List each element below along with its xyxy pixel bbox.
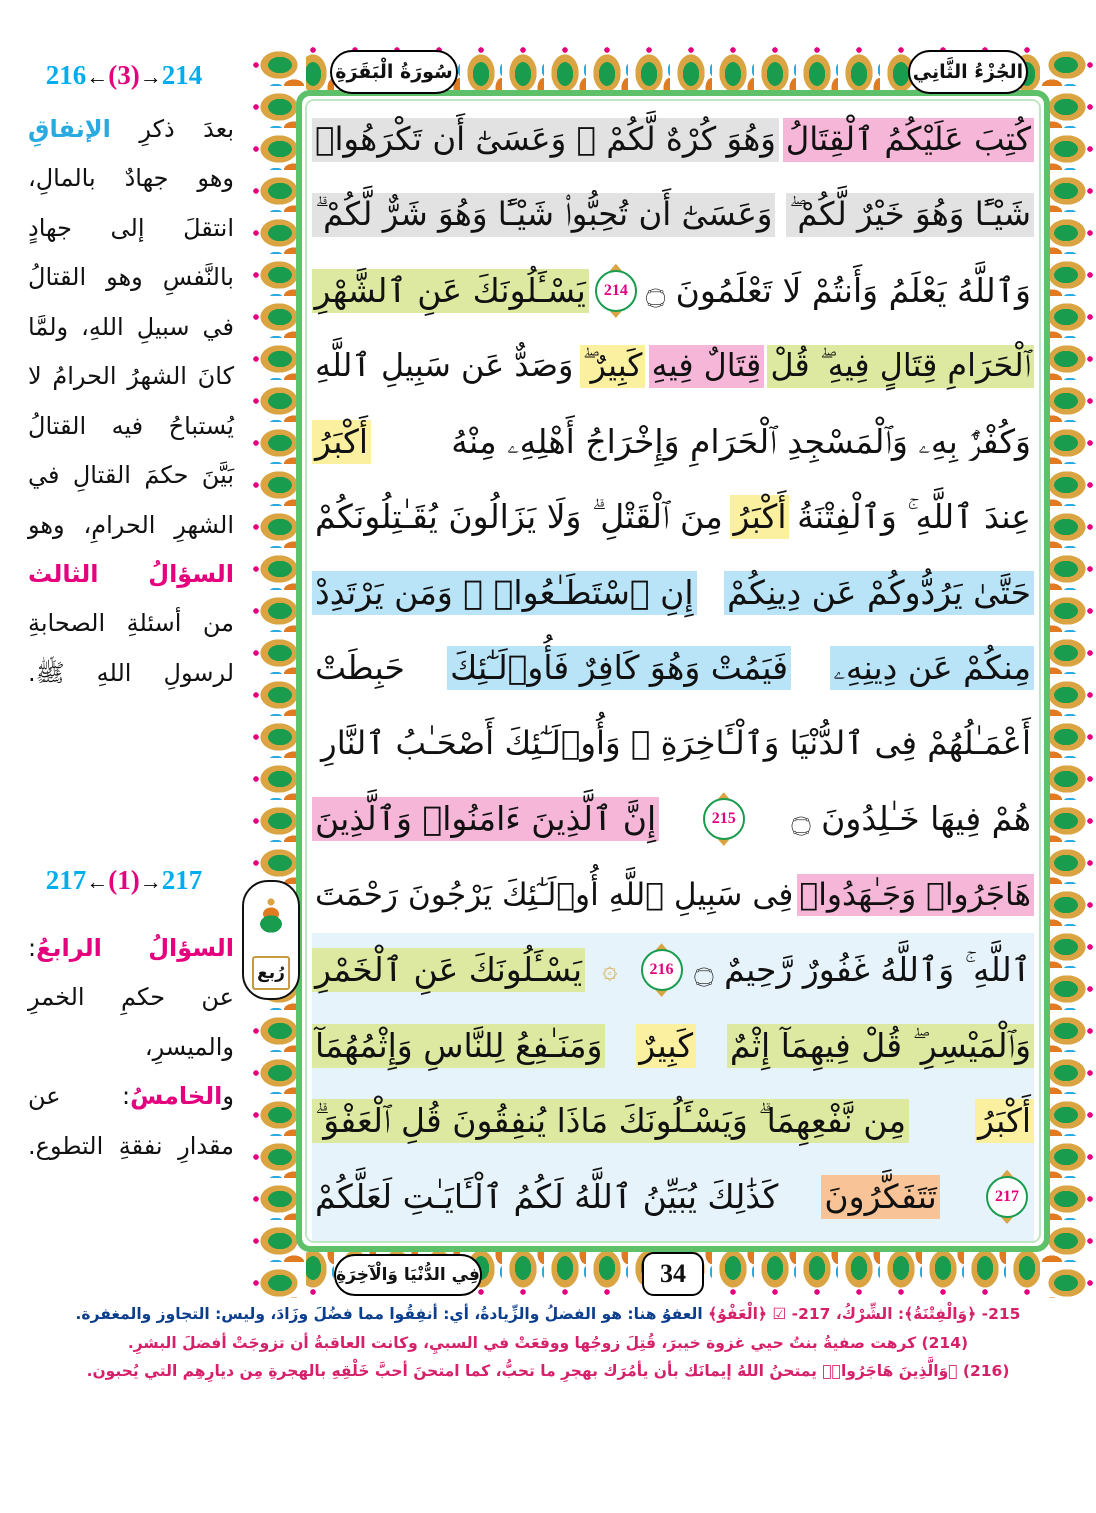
footnote-1-body: العفوُ هنا: هو الفضلُ والزِّيادةُ، أي: أنفِقُوا مما فضُلَ وزَادَ، وليس: التجاوز والمغفرة. (75, 1305, 703, 1323)
rub-label: رُبع (252, 956, 290, 990)
ayah-line (312, 933, 1034, 1009)
ayah-line (312, 706, 1034, 782)
ayah-number-marker (593, 268, 639, 314)
quran-upper-block (312, 102, 1034, 933)
ayah-segment: ٱللَّهِ ۚ وَٱللَّهُ غَفُورٌ رَّحِيمٌ ۝ (694, 950, 1031, 990)
ayah-segment: هَاجَرُوا۟ وَجَـٰهَدُوا۟ (797, 874, 1034, 916)
ayah-segment: وَٱلْمَيْسِرِ ۖ قُلْ فِيهِمَآ إِثْمٌ (727, 1024, 1034, 1068)
footer-caption-cartouche (334, 1254, 482, 1296)
rub-ornament-icon (254, 894, 288, 952)
ayah-segment: أَعْمَـٰلُهُمْ فِى ٱلدُّنْيَا وَٱلْـَٔاخِرَةِ ۖ وَأُو۟لَـٰٓئِكَ أَصْحَـٰبُ ٱلنَّارِ (321, 723, 1031, 762)
footer-caption-label: فِي الدُّنْيَا وَالْآخِرَةِ (336, 1265, 480, 1285)
ayah-segment: مِنَ ٱلْقَتْلِ ۗ وَلَا يَزَالُونَ يُقَـٰتِلُونَكُمْ (315, 497, 723, 537)
ayah-line (312, 555, 1034, 631)
page-number-label: 34 (660, 1259, 686, 1288)
ayah-line (312, 857, 1034, 933)
ayah-segment: أَكْبَرُ (730, 495, 789, 539)
ayah-line (312, 782, 1034, 858)
ayah-segment: أَكْبَرُ (975, 1099, 1034, 1143)
ayah-segment: فَيَمُتْ وَهُوَ كَافِرٌ فَأُو۟لَـٰٓئِكَ (447, 646, 791, 690)
ayah-line (312, 1084, 1034, 1160)
pager-bottom-right-arrow: → (139, 869, 162, 894)
footnote-line-3: (216) ﴿وَالَّذِينَ هَاجَرُوا۟﴾ يمتحنُ اللهُ إيمانَك بأن يأمُرَك بهجرِ ما تحبُّ، كما امتحنَ أحبَّ خَلْقِهِ بالهجرةِ مِن ديارِهِم التي يُحبون. (86, 1362, 1010, 1381)
commentary-part-0: السؤالُ الرابعُ (36, 934, 234, 962)
ayah-segment: فِى سَبِيلِ ٱللَّهِ أُو۟لَـٰٓئِكَ يَرْجُونَ رَحْمَتَ (315, 876, 794, 913)
commentary-part-3: : عن مقدارِ نفقةِ التطوع. (28, 1082, 234, 1160)
ayah-segment: وَهُوَ كُرْهٌ لَّكُمْ ۖ وَعَسَىٰٓ أَن تَكْرَهُوا۟ (312, 118, 779, 162)
ayah-line (312, 1008, 1034, 1084)
ayah-segment: تَتَفَكَّرُونَ (821, 1175, 939, 1219)
pager-top (0, 60, 248, 91)
ayah-line (312, 1159, 1034, 1235)
page-number-cartouche (642, 1252, 704, 1296)
ayah-segment: يَسْـَٔلُونَكَ عَنِ ٱلشَّهْرِ (312, 269, 589, 313)
commentary-text-top (0, 105, 248, 698)
ayah-number-marker (984, 1174, 1030, 1220)
ayah-segment: وَصَدٌّ عَن سَبِيلِ ٱللَّهِ (315, 346, 574, 384)
ayah-line (312, 480, 1034, 556)
pager-bottom-left-number: 217 (45, 865, 87, 895)
pager-top-left-number: 216 (45, 60, 87, 90)
hizb-star-icon: ۞ (602, 955, 618, 986)
pager-bottom-center-number: (1) (108, 865, 140, 895)
pager-bottom-left-arrow: ← (86, 869, 109, 894)
ayah-segment: مِن نَّفْعِهِمَا ۗ وَيَسْـَٔلُونَكَ مَاذَا يُنفِقُونَ قُلِ ٱلْعَفْوَ ۗ (312, 1099, 909, 1143)
quran-text-body (302, 96, 1044, 1246)
ayah-segment: حَتَّىٰ يَرُدُّوكُمْ عَن دِينِكُمْ (724, 571, 1034, 615)
commentary-text-bottom (0, 924, 248, 1171)
footnote-1-prefix: 215- ﴿وَالْفِتْنَةُ﴾: الشِّرْكُ، 217- ☑ ﴿الْعَفْوُ﴾ (702, 1305, 1021, 1323)
inner-green-frame (296, 90, 1050, 1252)
commentary-part-2: وهو جهادٌ بالمالِ، انتقلَ إلى جهادٍ بالنَّفسِ وهو القتالُ في سبيلِ اللهِ، ولمَّا كانَ الشهرُ الحرامُ لا يُستباحُ فيه القتالُ بَيَّنَ حكمَ القتالِ في الشهرِ الحرامِ، وهو (28, 164, 234, 539)
ayah-number-marker (639, 947, 685, 993)
ayah-number-label: 217 (986, 1176, 1028, 1218)
ayah-segment: يَسْـَٔلُونَكَ عَنِ ٱلْخَمْرِ (312, 948, 585, 992)
commentary-part-3: السؤالُ الثالث (28, 559, 234, 588)
quran-lower-block (312, 933, 1034, 1243)
ayah-line (312, 404, 1034, 480)
commentary-part-2: الخامسُ (130, 1082, 223, 1111)
commentary-part-0: بعدَ ذكرِ (110, 115, 234, 143)
ayah-line (312, 253, 1034, 329)
pager-top-center-number: (3) (108, 60, 140, 90)
ayah-segment: عِندَ ٱللَّهِ ۚ وَٱلْفِتْنَةُ (797, 497, 1031, 537)
ayah-number-label: 215 (703, 798, 745, 840)
surah-title-label: سُورَةُ الْبَقَرَةِ (335, 61, 453, 83)
commentary-part-4: من أسئلةِ الصحابةِ لرسولِ اللهِ ﷺ. (28, 609, 234, 687)
ayah-segment: كُتِبَ عَلَيْكُمُ ٱلْقِتَالُ (783, 118, 1034, 162)
juz-title-cartouche (908, 50, 1028, 94)
ayah-segment: أَكْبَرُ (312, 420, 371, 464)
ayah-segment: إِنِ ٱسْتَطَـٰعُوا۟ ۚ وَمَن يَرْتَدِدْ (312, 571, 697, 615)
ayah-segment: كَبِيرٌ ۖ (580, 345, 646, 388)
ayah-segment: ٱلْحَرَامِ قِتَالٍ فِيهِ ۖ قُلْ (767, 345, 1034, 388)
ayah-line (312, 631, 1034, 707)
commentary-part-1: الإنفاقِ (28, 115, 111, 143)
ayah-line (312, 329, 1034, 405)
ayah-number-marker (701, 796, 747, 842)
ayah-line (312, 178, 1034, 254)
ayah-number-label: 214 (595, 270, 637, 312)
ayah-segment: حَبِطَتْ (315, 648, 405, 688)
pager-top-left-arrow: ← (86, 64, 109, 89)
rub-quarter-marker (242, 880, 300, 1000)
ayah-segment: وَعَسَىٰٓ أَن تُحِبُّوا۟ شَيْـًٔا وَهُوَ شَرٌّ لَّكُمْ ۗ (312, 193, 775, 237)
ornamental-page-frame (250, 44, 1096, 1298)
ayah-segment: شَيْـًٔا وَهُوَ خَيْرٌ لَّكُمْ ۖ (786, 193, 1034, 237)
ayah-segment: مِنكُمْ عَن دِينِهِۦ (830, 646, 1034, 690)
ayah-number-label: 216 (641, 949, 683, 991)
ayah-segment: هُمْ فِيهَا خَـٰلِدُونَ ۝ (791, 799, 1031, 839)
pager-top-right-number: 214 (161, 60, 203, 90)
ayah-line (312, 102, 1034, 178)
footnotes-section (0, 1300, 1096, 1386)
ayah-segment: قِتَالٌ فِيهِ (649, 345, 765, 388)
ayah-segment: وَٱللَّهُ يَعْلَمُ وَأَنتُمْ لَا تَعْلَمُونَ ۝ (645, 270, 1031, 310)
ayah-segment: وَمَنَـٰفِعُ لِلنَّاسِ وَإِثْمُهُمَآ (312, 1024, 605, 1068)
footnote-line-1 (14, 1300, 1082, 1329)
ayah-segment: كَذَٰلِكَ يُبَيِّنُ ٱللَّهُ لَكُمُ ٱلْـَٔايَـٰتِ لَعَلَّكُمْ (315, 1176, 779, 1216)
surah-title-cartouche (330, 50, 458, 94)
footnote-line-2: (214) كرهت صفيةُ بنتُ حيي غزوة خيبرَ، قُتِلَ زوجُها ووقعَتْ في السبيِ، وكانت العاقبةُ أن تزوجَتْ أفضلَ البشرِ. (127, 1333, 969, 1352)
ayah-segment: إِنَّ ٱلَّذِينَ ءَامَنُوا۟ وَٱلَّذِينَ (312, 797, 659, 841)
commentary-part-1: : عن حكمِ الخمرِ والميسرِ، و (28, 934, 234, 1111)
ayah-segment: كَبِيرٌ (636, 1024, 696, 1068)
pager-top-right-arrow: → (139, 64, 162, 89)
ayah-segment: وَكُفْرٌۢ بِهِۦ وَٱلْمَسْجِدِ ٱلْحَرَامِ وَإِخْرَاجُ أَهْلِهِۦ مِنْهُ (451, 421, 1031, 461)
pager-bottom (0, 865, 248, 896)
pager-bottom-right-number: 217 (161, 865, 203, 895)
juz-title-label: الجُزْءُ الثَّانِي (912, 61, 1024, 83)
